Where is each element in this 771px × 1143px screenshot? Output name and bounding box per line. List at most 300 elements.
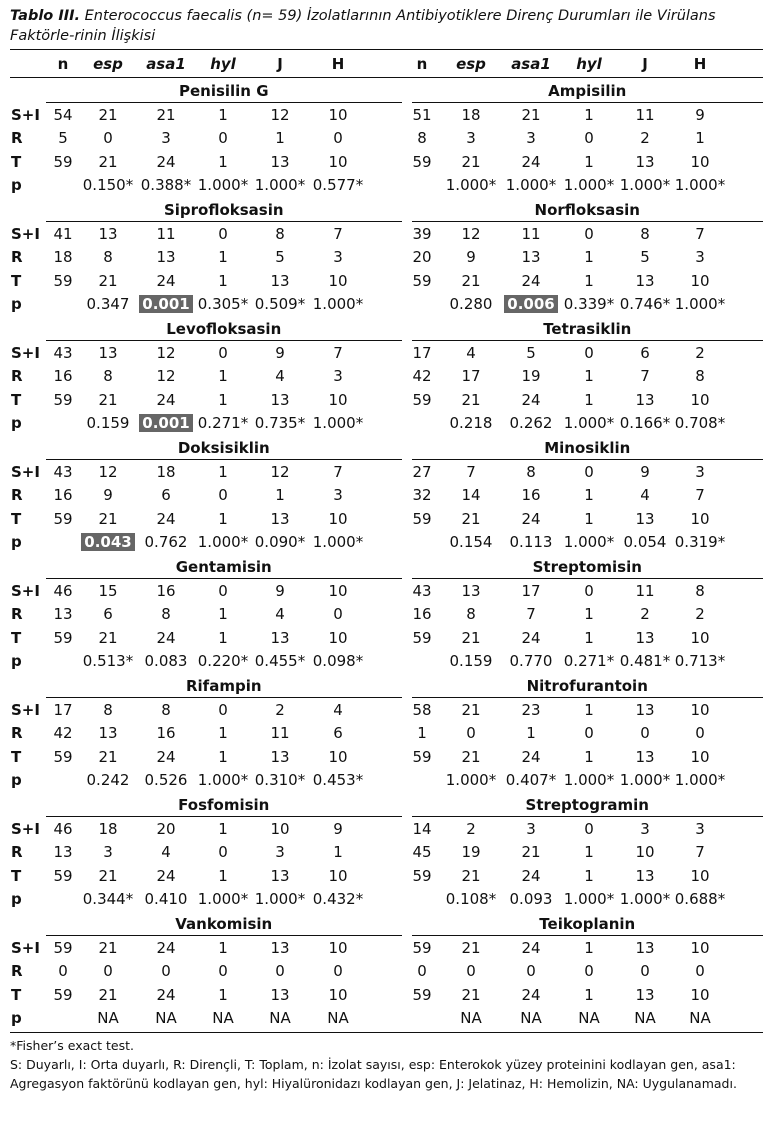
- table-cell: 13: [521, 248, 541, 267]
- table-cell: 12: [270, 462, 290, 481]
- table-cell: 21: [461, 152, 481, 171]
- antibiotic-name: Siprofloksasin: [46, 201, 402, 222]
- table-cell: 21: [98, 271, 118, 290]
- table-cell: 18: [53, 248, 73, 267]
- table-cell: 0.432*: [312, 890, 364, 909]
- table-cell: 1: [584, 985, 594, 1004]
- row-label: p: [11, 533, 22, 552]
- table-cell: 13: [635, 747, 655, 766]
- table-cell: 0: [640, 962, 650, 981]
- table-cell: 24: [156, 866, 176, 885]
- table-cell: 24: [521, 509, 541, 528]
- table-cell: 0: [161, 962, 171, 981]
- row-label: p: [11, 771, 22, 790]
- table-cell: 1: [584, 866, 594, 885]
- section-header-row: [10, 911, 763, 936]
- table-cell: 0.271*: [197, 414, 249, 433]
- table-cell: 1: [218, 747, 228, 766]
- table-cell: 24: [521, 628, 541, 647]
- col-header-esp: esp: [93, 54, 123, 73]
- significant-value-badge: 0.001: [139, 414, 192, 432]
- antibiotic-name: Streptomisin: [412, 558, 764, 579]
- col-header-h: H: [331, 54, 345, 73]
- table-cell: 1.000*: [619, 176, 671, 195]
- table-cell: 10: [690, 390, 710, 409]
- table-cell: 8: [695, 367, 705, 386]
- table-cell: 11: [635, 581, 655, 600]
- table-cell: 10: [328, 509, 348, 528]
- table-cell: 0.166*: [619, 414, 671, 433]
- table-row: [10, 246, 763, 270]
- table-cell: 59: [53, 390, 73, 409]
- row-label: T: [11, 509, 22, 528]
- table-cell: 0.098*: [312, 652, 364, 671]
- table-cell: 8: [103, 248, 113, 267]
- table-cell: 1: [584, 390, 594, 409]
- table-cell: 13: [635, 700, 655, 719]
- table-cell: 13: [635, 985, 655, 1004]
- row-label: T: [11, 152, 22, 171]
- table-cell: NA: [212, 1009, 234, 1028]
- row-label: p: [11, 890, 22, 909]
- table-cell: 7: [695, 486, 705, 505]
- table-row: [10, 1007, 763, 1031]
- table-cell: 12: [156, 367, 176, 386]
- table-cell: 32: [412, 486, 432, 505]
- table-cell: 21: [98, 938, 118, 957]
- table-cell: 21: [98, 866, 118, 885]
- table-cell: 0.154: [449, 533, 493, 552]
- table-cell: 0: [466, 724, 476, 743]
- table-cell: 1.000*: [254, 890, 306, 909]
- col-header-asa1: asa1: [146, 54, 186, 73]
- table-cell: 7: [695, 843, 705, 862]
- section-header-row: [10, 435, 763, 460]
- table-cell: 1.000*: [445, 176, 497, 195]
- table-cell: 5: [640, 248, 650, 267]
- table-cell: 8: [103, 367, 113, 386]
- antibiotic-name: Streptogramin: [412, 796, 764, 817]
- table-cell: 59: [53, 938, 73, 957]
- table-cell: 13: [270, 271, 290, 290]
- table-cell: 59: [53, 271, 73, 290]
- table-row: [10, 531, 763, 555]
- table-cell: 10: [690, 747, 710, 766]
- table-cell: 0: [218, 581, 228, 600]
- row-label: T: [11, 747, 22, 766]
- table-cell: 0.735*: [254, 414, 306, 433]
- table-cell: 0: [333, 962, 343, 981]
- table-cell: 24: [521, 938, 541, 957]
- row-label: S+I: [11, 819, 40, 838]
- table-cell: 10: [690, 700, 710, 719]
- table-cell: 12: [461, 224, 481, 243]
- table-cell: 13: [270, 938, 290, 957]
- antibiotic-name: Vankomisin: [46, 915, 402, 936]
- antibiotic-name: Minosiklin: [412, 439, 764, 460]
- table-cell: 1: [584, 747, 594, 766]
- table-cell: NA: [578, 1009, 600, 1028]
- table-cell: 10: [690, 866, 710, 885]
- table-cell: 17: [461, 367, 481, 386]
- table-cell: 1: [218, 152, 228, 171]
- table-cell: 0.708*: [674, 414, 726, 433]
- table-cell: 4: [275, 605, 285, 624]
- row-label: p: [11, 414, 22, 433]
- table-cell: 7: [640, 367, 650, 386]
- table-cell: 21: [98, 152, 118, 171]
- table-cell: 0.305*: [197, 295, 249, 314]
- table-cell: 59: [53, 628, 73, 647]
- table-cell: 7: [333, 462, 343, 481]
- table-cell: 42: [412, 367, 432, 386]
- table-cell: 3: [695, 248, 705, 267]
- table-row: [10, 936, 763, 960]
- table-cell: 24: [156, 509, 176, 528]
- table-cell: 7: [526, 605, 536, 624]
- table-cell: 1.000*: [312, 295, 364, 314]
- table-cell: 13: [270, 866, 290, 885]
- table-cell: 0: [333, 605, 343, 624]
- table-cell: 0.310*: [254, 771, 306, 790]
- table-cell: 13: [270, 390, 290, 409]
- table-cell: 9: [275, 581, 285, 600]
- table-cell: 12: [98, 462, 118, 481]
- table-cell: 21: [98, 985, 118, 1004]
- table-cell: 1: [218, 509, 228, 528]
- table-cell: 1.000*: [563, 176, 615, 195]
- table-row: [10, 817, 763, 841]
- table-cell: 13: [98, 224, 118, 243]
- table-cell: 8: [526, 462, 536, 481]
- row-label: R: [11, 605, 23, 624]
- table-cell: NA: [460, 1009, 482, 1028]
- table-cell: 0: [466, 962, 476, 981]
- table-cell: 19: [461, 843, 481, 862]
- table-cell: [137, 295, 195, 313]
- table-cell: 13: [270, 152, 290, 171]
- row-label: S+I: [11, 224, 40, 243]
- table-cell: 21: [461, 747, 481, 766]
- table-cell: 0.339*: [563, 295, 615, 314]
- table-cell: 59: [412, 509, 432, 528]
- table-cell: 16: [412, 605, 432, 624]
- table-row: [10, 698, 763, 722]
- table-cell: 19: [521, 367, 541, 386]
- table-cell: 42: [53, 724, 73, 743]
- table-cell: 10: [328, 866, 348, 885]
- table-cell: 12: [156, 343, 176, 362]
- antibiotic-name: Norfloksasin: [412, 201, 764, 222]
- table-cell: 0: [695, 724, 705, 743]
- table-cell: 4: [161, 843, 171, 862]
- table-cell: 0: [103, 962, 113, 981]
- table-cell: 0.344*: [82, 890, 134, 909]
- table-cell: 0.688*: [674, 890, 726, 909]
- table-cell: 1: [218, 605, 228, 624]
- table-cell: 9: [103, 486, 113, 505]
- table-cell: 3: [103, 843, 113, 862]
- antibiotic-name: Fosfomisin: [46, 796, 402, 817]
- table-row: [10, 222, 763, 246]
- table-cell: 1: [417, 724, 427, 743]
- table-cell: 10: [328, 581, 348, 600]
- table-cell: 59: [412, 985, 432, 1004]
- table-cell: 5: [58, 129, 68, 148]
- table-cell: 24: [156, 152, 176, 171]
- bottom-rule: [10, 1032, 763, 1033]
- table-cell: 11: [156, 224, 176, 243]
- table-cell: 0.090*: [254, 533, 306, 552]
- table-cell: 6: [161, 486, 171, 505]
- table-cell: 0: [526, 962, 536, 981]
- table-cell: [137, 414, 195, 432]
- table-cell: 0.271*: [563, 652, 615, 671]
- antibiotic-name: Rifampin: [46, 677, 402, 698]
- table-cell: 59: [53, 152, 73, 171]
- table-cell: 10: [690, 152, 710, 171]
- antibiotic-name: Ampisilin: [412, 82, 764, 103]
- table-cell: 0.407*: [505, 771, 557, 790]
- table-cell: 9: [333, 819, 343, 838]
- table-cell: 59: [412, 390, 432, 409]
- table-row: [10, 412, 763, 436]
- col-header-n: n: [57, 54, 69, 73]
- table-row: [10, 150, 763, 174]
- table-cell: 1: [218, 724, 228, 743]
- table-cell: 24: [521, 152, 541, 171]
- caption-text: Enterococcus faecalis (n= 59) İzolatlarının Antibiyotiklere Direnç Durumları ile Virülans Faktörle-rinin İlişkisi: [10, 8, 716, 44]
- table-cell: 0: [417, 962, 427, 981]
- table-cell: 13: [270, 628, 290, 647]
- table-cell: 1.000*: [197, 890, 249, 909]
- section-header-row: [10, 673, 763, 698]
- table-cell: 10: [328, 985, 348, 1004]
- table-cell: 21: [461, 271, 481, 290]
- table-cell: 1: [218, 248, 228, 267]
- table-cell: 1.000*: [197, 176, 249, 195]
- table-cell: 1: [584, 628, 594, 647]
- table-cell: 1: [333, 843, 343, 862]
- table-cell: 0.347: [86, 295, 130, 314]
- table-cell: NA: [269, 1009, 291, 1028]
- section-header-row: [10, 197, 763, 222]
- row-label: T: [11, 866, 22, 885]
- table-cell: 59: [412, 866, 432, 885]
- table-cell: 0: [218, 224, 228, 243]
- table-cell: 6: [640, 343, 650, 362]
- row-label: R: [11, 129, 23, 148]
- table-cell: 13: [635, 938, 655, 957]
- footnote-fisher: *Fisher’s exact test.: [10, 1038, 134, 1053]
- col-header-hyl: hyl: [210, 54, 236, 73]
- footnotes: [10, 1036, 763, 1093]
- caption-label: Tablo III.: [10, 8, 81, 24]
- table-cell: 54: [53, 105, 73, 124]
- table-cell: 1: [218, 390, 228, 409]
- table-cell: [79, 533, 137, 551]
- table-cell: 59: [412, 271, 432, 290]
- table-cell: 17: [521, 581, 541, 600]
- table-cell: 1: [275, 486, 285, 505]
- table-cell: 9: [640, 462, 650, 481]
- table-cell: 21: [461, 866, 481, 885]
- table-cell: 1: [218, 105, 228, 124]
- table-cell: 10: [690, 271, 710, 290]
- section-header-row: [10, 78, 763, 103]
- table-cell: 1.000*: [197, 771, 249, 790]
- table-cell: 3: [526, 819, 536, 838]
- table-cell: 12: [270, 105, 290, 124]
- table-cell: 1.000*: [254, 176, 306, 195]
- table-cell: 16: [521, 486, 541, 505]
- col-header-j-right: J: [642, 54, 648, 73]
- table-cell: 11: [635, 105, 655, 124]
- table-cell: 17: [412, 343, 432, 362]
- table-cell: 59: [412, 152, 432, 171]
- table-row: [10, 484, 763, 508]
- table-cell: 3: [695, 819, 705, 838]
- antibiotic-name: Levofloksasin: [46, 320, 402, 341]
- table-cell: 1: [218, 938, 228, 957]
- table-cell: 1: [584, 486, 594, 505]
- antibiotic-name: Doksisiklin: [46, 439, 402, 460]
- table-cell: 1.000*: [674, 176, 726, 195]
- table-cell: 8: [161, 605, 171, 624]
- table-cell: 1.000*: [674, 295, 726, 314]
- table-cell: 1.000*: [312, 414, 364, 433]
- table-cell: 1.000*: [505, 176, 557, 195]
- table-cell: 3: [333, 367, 343, 386]
- col-header-esp-right: esp: [456, 54, 486, 73]
- table-cell: 13: [635, 509, 655, 528]
- table-cell: 4: [333, 700, 343, 719]
- table-cell: 0.083: [144, 652, 188, 671]
- table-cell: 1: [218, 271, 228, 290]
- antibiotic-name: Gentamisin: [46, 558, 402, 579]
- antibiotic-name: Tetrasiklin: [412, 320, 764, 341]
- table-cell: 13: [635, 152, 655, 171]
- table-cell: 24: [156, 271, 176, 290]
- col-header-hyl-right: hyl: [576, 54, 602, 73]
- table-cell: 21: [461, 985, 481, 1004]
- table-cell: 0.713*: [674, 652, 726, 671]
- table-cell: 13: [156, 248, 176, 267]
- table-cell: 7: [466, 462, 476, 481]
- table-cell: 45: [412, 843, 432, 862]
- row-label: T: [11, 390, 22, 409]
- table-cell: 8: [417, 129, 427, 148]
- table-cell: 14: [412, 819, 432, 838]
- table-cell: 14: [461, 486, 481, 505]
- table-cell: 1: [584, 248, 594, 267]
- table-cell: 0.388*: [140, 176, 192, 195]
- table-cell: 18: [156, 462, 176, 481]
- table-cell: 24: [521, 747, 541, 766]
- table-cell: 8: [275, 224, 285, 243]
- table-cell: 43: [412, 581, 432, 600]
- table-cell: 1.000*: [563, 414, 615, 433]
- table-cell: 0: [218, 700, 228, 719]
- table-cell: 24: [521, 866, 541, 885]
- table-cell: 8: [161, 700, 171, 719]
- table-row: [10, 864, 763, 888]
- table-cell: 24: [521, 985, 541, 1004]
- table-cell: NA: [155, 1009, 177, 1028]
- table-cell: 0: [218, 343, 228, 362]
- table-cell: 1: [218, 985, 228, 1004]
- table-cell: 1: [275, 129, 285, 148]
- row-label: R: [11, 843, 23, 862]
- row-label: S+I: [11, 343, 40, 362]
- table-cell: 43: [53, 343, 73, 362]
- table-row: [10, 174, 763, 198]
- table-cell: 1: [584, 605, 594, 624]
- table-cell: 1.000*: [619, 890, 671, 909]
- table-cell: 46: [53, 581, 73, 600]
- table-cell: 2: [695, 343, 705, 362]
- table-cell: 2: [275, 700, 285, 719]
- table-cell: 0.453*: [312, 771, 364, 790]
- table-cell: 24: [156, 628, 176, 647]
- table-row: [10, 603, 763, 627]
- table-cell: 18: [98, 819, 118, 838]
- table-cell: 13: [53, 843, 73, 862]
- table-cell: 0.113: [509, 533, 553, 552]
- table-cell: 1: [526, 724, 536, 743]
- table-caption: [10, 6, 763, 46]
- table-cell: 0.159: [86, 414, 130, 433]
- table-cell: 13: [635, 390, 655, 409]
- table-row: [10, 341, 763, 365]
- table-cell: 9: [275, 343, 285, 362]
- table-cell: 0.093: [509, 890, 553, 909]
- table-cell: 5: [526, 343, 536, 362]
- table-cell: 21: [461, 390, 481, 409]
- table-cell: 16: [156, 581, 176, 600]
- table-cell: NA: [689, 1009, 711, 1028]
- table-body: [10, 78, 763, 1030]
- table-row: [10, 722, 763, 746]
- table-row: [10, 841, 763, 865]
- table-row: [10, 579, 763, 603]
- table-cell: 0.150*: [82, 176, 134, 195]
- table-cell: 24: [156, 747, 176, 766]
- table-cell: 3: [695, 462, 705, 481]
- column-header-row: [10, 50, 763, 77]
- row-label: S+I: [11, 105, 40, 124]
- col-header-j: J: [277, 54, 283, 73]
- table-cell: 3: [640, 819, 650, 838]
- table-row: [10, 507, 763, 531]
- row-label: R: [11, 248, 23, 267]
- antibiotic-name: Teikoplanin: [412, 915, 764, 936]
- row-label: S+I: [11, 581, 40, 600]
- table-row: [10, 269, 763, 293]
- table-cell: 0.262: [509, 414, 553, 433]
- row-label: S+I: [11, 700, 40, 719]
- table-cell: 24: [156, 938, 176, 957]
- section-header-row: [10, 792, 763, 817]
- table-cell: 20: [412, 248, 432, 267]
- table-cell: 0: [584, 581, 594, 600]
- table-cell: 4: [275, 367, 285, 386]
- row-label: p: [11, 1009, 22, 1028]
- table-cell: 24: [521, 390, 541, 409]
- table-cell: 6: [103, 605, 113, 624]
- table-cell: 10: [270, 819, 290, 838]
- antibiotic-name: Nitrofurantoin: [412, 677, 764, 698]
